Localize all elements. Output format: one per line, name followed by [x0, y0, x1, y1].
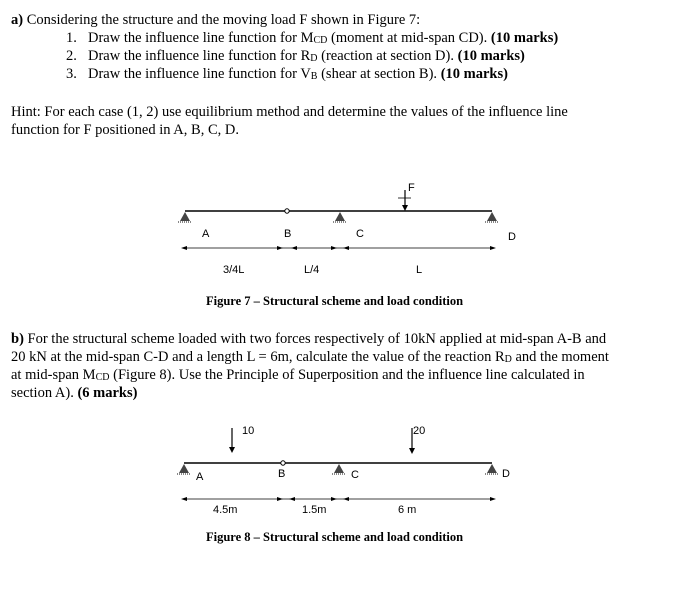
part-b-subscript-d: D [504, 354, 512, 365]
hint-line-2: function for F positioned in A, B, C, D. [11, 122, 239, 138]
part-b-line-4-pre: section A). [11, 385, 78, 401]
item-subscript: D [310, 53, 318, 64]
fig7-dim-bc: L/4 [304, 264, 320, 276]
fig7-load-label: F [408, 182, 415, 194]
part-b-line-3 [11, 366, 585, 386]
part-b-line-2-post: and the moment [511, 349, 609, 365]
fig8-dim-bc: 1.5m [302, 504, 327, 516]
fig7-dim-cd: L [416, 264, 423, 276]
part-b-line-4 [11, 384, 137, 402]
fig7-support-d [485, 212, 499, 222]
part-b-marks: (6 marks) [77, 385, 138, 401]
fig7-dim-ab: 3/4L [223, 264, 245, 276]
figure-7-caption: Figure 7 – Structural scheme and load condition [206, 294, 464, 308]
fig7-load-arrow [398, 190, 411, 211]
item-marks: (10 marks) [457, 48, 525, 64]
fig8-support-d [485, 464, 499, 474]
item-number: 1. [66, 30, 77, 46]
item-text-post: (shear at section B). [317, 66, 441, 82]
fig8-label-b: B [278, 468, 286, 480]
part-b-line-3-pre: at mid-span M [11, 367, 96, 383]
fig8-load-10-label: 10 [242, 425, 255, 437]
figure-8-caption: Figure 8 – Structural scheme and load condition [206, 530, 464, 544]
part-a-item-2 [66, 47, 525, 67]
item-text: Draw the influence line function for M [88, 30, 314, 46]
fig8-label-d: D [502, 468, 510, 480]
fig7-dimension-line [181, 246, 496, 250]
part-b-line-1-text: For the structural scheme loaded with two forces respectively of 10kN applied at mid-span A-B and [23, 331, 607, 347]
fig8-load-20-label: 20 [413, 425, 426, 437]
part-a-item-3 [66, 65, 508, 85]
part-b-subscript-cd: CD [95, 372, 110, 383]
fig8-dim-cd: 6 m [398, 504, 417, 516]
fig7-label-a: A [202, 228, 210, 240]
item-marks: (10 marks) [490, 30, 559, 46]
fig8-label-c: C [351, 469, 359, 481]
part-b-prefix: b) [11, 331, 24, 347]
hint-line-1: Hint: For each case (1, 2) use equilibrium method and determine the values of the influence line [11, 104, 568, 120]
part-b-line-3-post: (Figure 8). Use the Principle of Superposition and the influence line calculated in [109, 367, 585, 383]
part-a-item-1 [66, 29, 558, 49]
part-b-line-2 [11, 348, 609, 368]
item-text: Draw the influence line function for R [88, 48, 311, 64]
part-a-prefix: a) [11, 12, 24, 28]
fig7-label-b: B [284, 228, 292, 240]
item-number: 3. [66, 66, 77, 82]
fig8-support-c [332, 464, 346, 474]
fig8-load-10-arrow [229, 428, 235, 453]
fig8-load-20-arrow [409, 428, 415, 454]
item-text: Draw the influence line function for V [88, 66, 311, 82]
fig8-label-a: A [196, 471, 204, 483]
fig7-support-a [178, 212, 192, 222]
part-b-line-2-text: 20 kN at the mid-span C-D and a length L = 6m, calculate the value of the reaction R [11, 349, 505, 365]
item-marks: (10 marks) [440, 66, 508, 82]
item-text-post: (reaction at section D). [317, 48, 458, 64]
item-number: 2. [66, 48, 77, 64]
fig7-label-d: D [508, 231, 516, 243]
item-subscript: CD [313, 35, 328, 46]
fig8-dim-ab: 4.5m [213, 504, 238, 516]
item-subscript: B [310, 71, 318, 82]
fig8-dimension-line [181, 497, 496, 501]
fig7-support-c [333, 212, 347, 222]
part-a-intro-text: Considering the structure and the moving load F shown in Figure 7: [23, 12, 421, 28]
item-text-post: (moment at mid-span CD). [327, 30, 491, 46]
fig8-support-a [177, 464, 191, 474]
part-b-line-1 [11, 330, 606, 348]
fig7-label-c: C [356, 228, 364, 240]
fig8-hinge-b [281, 461, 285, 465]
fig7-hinge-b [285, 209, 289, 213]
part-a-intro [11, 11, 420, 29]
